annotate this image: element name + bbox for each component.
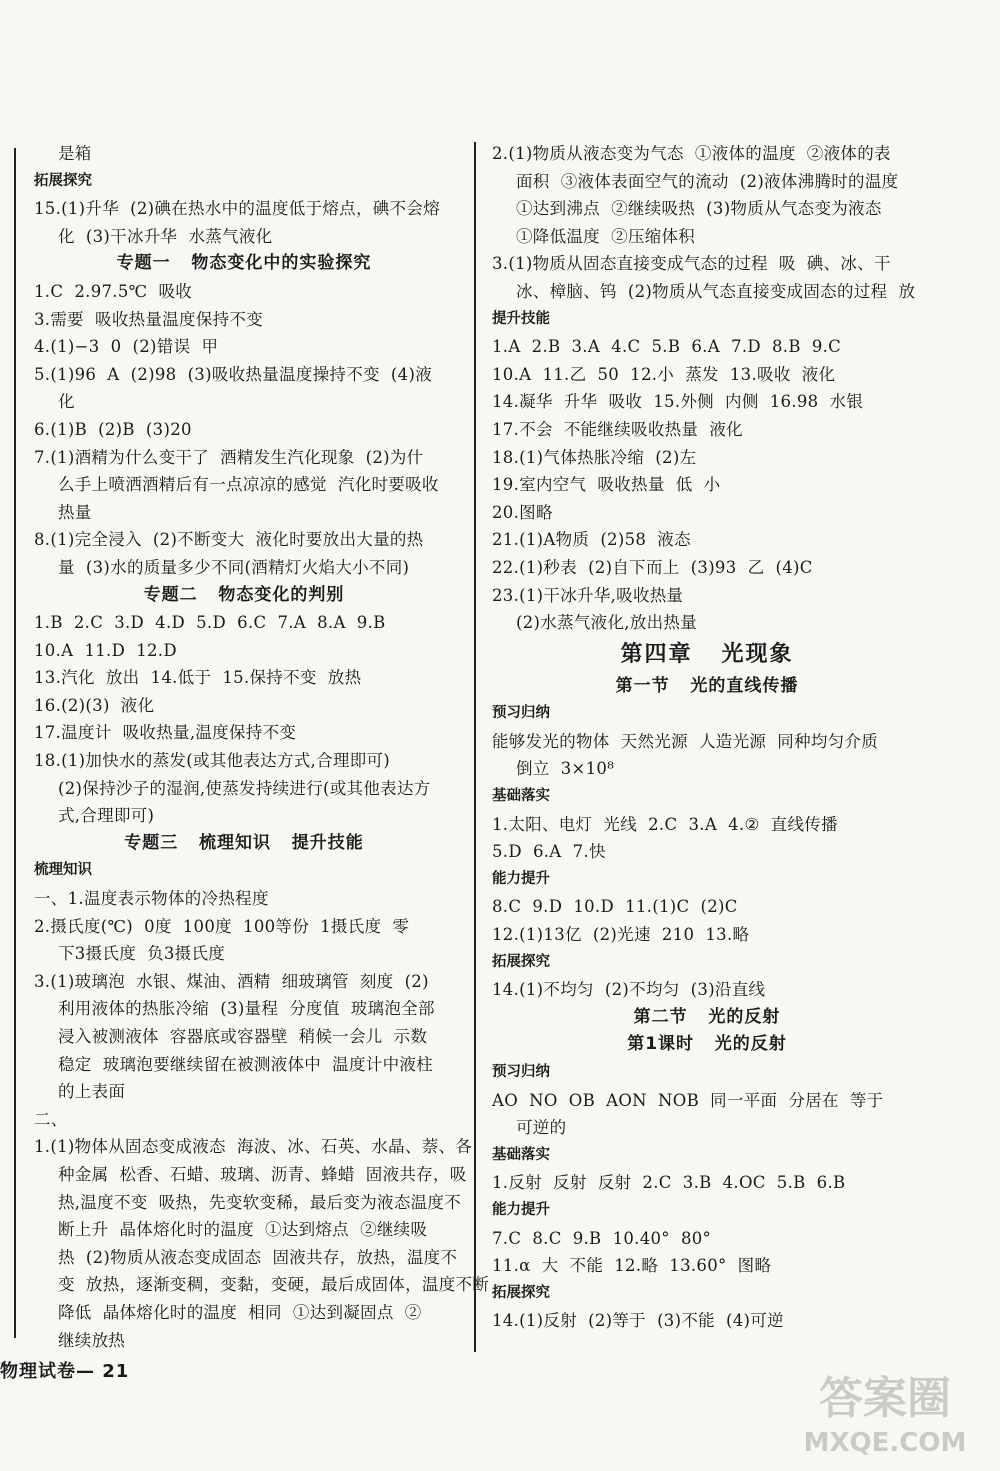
section-tag: 拓展探究: [34, 172, 92, 189]
text-line: 热,温度不变 吸热，先变软变稀，最后变为液态温度不: [58, 1192, 462, 1212]
text-line: 利用液体的热胀冷缩 (3)量程 分度值 玻璃泡全部: [58, 999, 435, 1019]
section-tag: 拓展探究: [492, 1284, 550, 1301]
text-line: 12.(1)13亿 (2)光速 210 13.略: [492, 925, 750, 945]
section-tag: 提升技能: [492, 310, 550, 327]
watermark-line2: MXQE.COM: [803, 1428, 967, 1458]
text-line: 一、1.温度表示物体的冷热程度: [34, 889, 269, 909]
text-line: 可逆的: [516, 1118, 567, 1138]
text-line: 1.A 2.B 3.A 4.C 5.B 6.A 7.D 8.B 9.C: [492, 337, 842, 357]
text-line: 降低 晶体熔化时的温度 相同 ①达到凝固点 ②: [58, 1302, 422, 1322]
text-line: 热 (2)物质从液态变成固态 固液共存，放热，温度不: [58, 1247, 458, 1267]
text-line: ①达到沸点 ②继续吸热 (3)物质从气态变为液态: [516, 199, 882, 219]
text-line: 量 (3)水的质量多少不同(酒精灯火焰大小不同): [58, 557, 410, 577]
text-line: 2.摄氏度(℃) 0度 100度 100等份 1摄氏度 零: [34, 916, 410, 936]
text-line: 17.温度计 吸收热量,温度保持不变: [34, 723, 297, 743]
text-line: 6.(1)B (2)B (3)20: [34, 419, 192, 439]
text-line: 1.反射 反射 反射 2.C 3.B 4.OC 5.B 6.B: [492, 1173, 846, 1193]
section-heading: 专题一 物态变化中的实验探究: [116, 253, 372, 274]
text-line: 22.(1)秒表 (2)自下而上 (3)93 乙 (4)C: [492, 557, 813, 577]
text-line: 4.(1)−3 0 (2)错误 甲: [34, 337, 219, 357]
text-line: 倒立 3×10⁸: [516, 759, 615, 779]
text-line: 冰、樟脑、钨 (2)物质从气态直接变成固态的过程 放: [516, 281, 916, 301]
text-line: 2.(1)物质从液态变为气态 ①液体的温度 ②液体的表: [492, 144, 891, 163]
watermark-logo: [800, 1355, 970, 1465]
text-line: 14.凝华 升华 吸收 15.外侧 内侧 16.98 水银: [492, 392, 864, 412]
text-line: 1.(1)物体从固态变成液态 海波、冰、石英、水晶、萘、各: [34, 1137, 473, 1157]
text-line: 热量: [58, 502, 92, 522]
section-heading: 专题二 物态变化的判别: [143, 584, 345, 605]
text-line: 17.不会 不能继续吸收热量 液化: [492, 419, 743, 439]
text-line: 的上表面: [58, 1082, 126, 1102]
section-tag: 预习归纳: [492, 705, 550, 722]
text-line: ①降低温度 ②压缩体积: [516, 226, 696, 246]
text-line: 18.(1)加快水的蒸发(或其他表达方式,合理即可): [34, 751, 391, 771]
watermark-line1: 答案圈: [819, 1373, 951, 1424]
text-line: 5.D 6.A 7.快: [492, 842, 606, 862]
text-line: 21.(1)A物质 (2)58 液态: [492, 530, 691, 550]
section-tag: 梳理知识: [34, 862, 92, 879]
text-line: 稳定 玻璃泡要继续留在被测液体中 温度计中液柱: [58, 1054, 433, 1074]
page-footer: 物理试卷— 21: [0, 1361, 130, 1382]
text-line: 11.α 大 不能 12.略 13.60° 图略: [492, 1256, 772, 1276]
text-line: 变 放热，逐渐变稠，变黏，变硬，最后成固体，温度不断: [58, 1275, 490, 1295]
text-line: 浸入被测液体 容器底或容器壁 稍候一会儿 示数: [58, 1027, 428, 1046]
text-line: 16.(2)(3) 液化: [34, 695, 155, 715]
text-line: 能够发光的物体 天然光源 人造光源 同种均匀介质: [492, 731, 879, 751]
text-line: 种金属 松香、石蜡、玻璃、沥青、蜂蜡 固液共存，吸: [58, 1164, 467, 1184]
text-line: 7.C 8.C 9.B 10.40° 80°: [492, 1228, 712, 1248]
column-divider: [474, 142, 476, 1352]
text-line: 化: [58, 392, 75, 412]
right-column: [492, 140, 922, 1335]
text-line: 是箱: [58, 144, 92, 163]
text-line: 14.(1)不均匀 (2)不均匀 (3)沿直线: [492, 980, 766, 1000]
section-tag: 基础落实: [492, 788, 550, 805]
text-line: 14.(1)反射 (2)等于 (3)不能 (4)可逆: [492, 1311, 784, 1331]
text-line: 10.A 11.乙 50 12.小 蒸发 13.吸收 液化: [492, 364, 836, 384]
section-heading: 第1课时 光的反射: [627, 1034, 787, 1055]
section-heading: 第一节 光的直线传播: [615, 675, 799, 696]
section-tag: 能力提升: [492, 1201, 550, 1218]
text-line: 二、: [34, 1109, 68, 1129]
text-line: 3.(1)玻璃泡 水银、煤油、酒精 细玻璃管 刻度 (2): [34, 971, 429, 991]
text-line: 3.(1)物质从固态直接变成气态的过程 吸 碘、冰、干: [492, 254, 891, 274]
section-tag: 能力提升: [492, 870, 550, 887]
text-line: 7.(1)酒精为什么变干了 酒精发生汽化现象 (2)为什: [34, 447, 424, 467]
text-line: 断上升 晶体熔化时的温度 ①达到熔点 ②继续吸: [58, 1220, 428, 1240]
text-line: 3.需要 吸收热量温度保持不变: [34, 309, 264, 329]
text-line: 1.C 2.97.5℃ 吸收: [34, 281, 193, 301]
text-line: AO NO OB AON NOB 同一平面 分居在 等于: [492, 1090, 884, 1110]
text-line: 下3摄氏度 负3摄氏度: [58, 944, 226, 964]
text-line: 式,合理即可): [58, 806, 155, 826]
text-line: 19.室内空气 吸收热量 低 小: [492, 475, 721, 495]
text-line: 13.汽化 放出 14.低于 15.保持不变 放热: [34, 668, 362, 688]
section-tag: 基础落实: [492, 1146, 550, 1163]
text-line: 8.C 9.D 10.D 11.(1)C (2)C: [492, 897, 738, 917]
text-line: 么手上喷洒酒精后有一点凉凉的感觉 汽化时要吸收: [58, 475, 439, 495]
text-line: 继续放热: [58, 1330, 126, 1350]
text-line: 15.(1)升华 (2)碘在热水中的温度低于熔点，碘不会熔: [34, 199, 440, 219]
text-line: 8.(1)完全浸入 (2)不断变大 液化时要放出大量的热: [34, 530, 424, 550]
text-line: 化 (3)干冰升华 水蒸气液化: [58, 226, 273, 246]
text-line: 20.图略: [492, 502, 553, 522]
section-heading: 第二节 光的反射: [633, 1006, 781, 1027]
left-column: [34, 140, 490, 1354]
left-margin-rule: [14, 148, 16, 1338]
chapter-title: 第四章 光现象: [620, 641, 794, 667]
text-line: 10.A 11.D 12.D: [34, 640, 177, 660]
text-line: (2)保持沙子的湿润,使蒸发持续进行(或其他表达方: [58, 778, 431, 798]
text-line: 面积 ③液体表面空气的流动 (2)液体沸腾时的温度: [516, 171, 899, 191]
text-line: 1.太阳、电灯 光线 2.C 3.A 4.② 直线传播: [492, 814, 838, 834]
section-tag: 预习归纳: [492, 1064, 550, 1080]
section-heading: 专题三 梳理知识 提升技能: [124, 832, 364, 853]
text-line: (2)水蒸气液化,放出热量: [516, 613, 698, 633]
text-line: 18.(1)气体热胀冷缩 (2)左: [492, 447, 697, 467]
text-line: 23.(1)干冰升华,吸收热量: [492, 585, 684, 605]
text-line: 5.(1)96 A (2)98 (3)吸收热量温度操持不变 (4)液: [34, 364, 432, 384]
text-line: 1.B 2.C 3.D 4.D 5.D 6.C 7.A 8.A 9.B: [34, 613, 386, 633]
section-tag: 拓展探究: [492, 953, 550, 970]
